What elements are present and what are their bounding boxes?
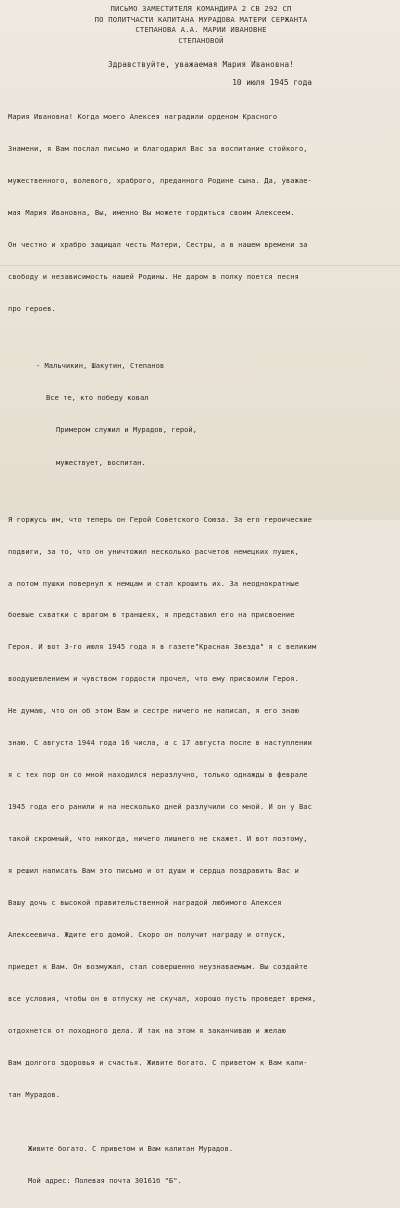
body-line: 1945 года его ранили и на несколько дней разлучили со мной. И он у Вас: [8, 802, 312, 812]
body-line: Вам долгого здоровья и счастья. Живите богато. С приветом к Вам капи-: [8, 1058, 308, 1068]
poem-quote: [8, 339, 394, 490]
sign-line: Живите богато. С приветом и Вам капитан Мурадов.: [28, 1143, 233, 1153]
body-line: такой скромный, что никогда, ничего лишнего не скажет. И вот поэтому,: [8, 834, 308, 844]
greeting: Здравствуйте, уважаемая Мария Ивановна!: [107, 60, 295, 69]
body-line: боевые схватки с врагом в траншеях, я представил его на присвоение: [8, 610, 295, 620]
poem-line: Все те, кто победу ковал: [46, 393, 149, 403]
body-line: мая Мария Ивановна, Вы, именно Вы можете гордиться своим Алексеем.: [8, 208, 295, 218]
body-line: отдохнется от походного дела. И так на этом я заканчиваю и желаю: [8, 1026, 286, 1036]
body-line: мужественного, волевого, храброго, преданного Родине сына. Да, уважае-: [8, 176, 312, 186]
body-line: я решил написать Вам это письмо и от души и сердца поздравить Вас и: [8, 866, 299, 876]
poem-line: Примером служил и Мурадов, герой,: [56, 425, 197, 435]
header-line: СТЕПАНОВОЙ: [178, 35, 224, 45]
body-line: Он честно и храбро защищал честь Матери, Сестры, а в нашем времени за: [8, 240, 308, 250]
letter-header: [8, 4, 394, 46]
body-line: Знамени, я Вам послал письмо и благодарил Вас за воспитание стойкого,: [8, 144, 308, 154]
poem-line: - Мальчикин, Шакутин, Степанов: [36, 360, 165, 370]
header-line: ПИСЬМО ЗАМЕСТИТЕЛЯ КОМАНДИРА 2 СВ 292 СП: [110, 4, 292, 13]
body-line: а потом пушки повернул к немцам и стал крошить их. За неоднократные: [8, 578, 299, 588]
signature-block: [8, 1122, 394, 1208]
body-line: знаю. С августа 1944 года 16 числа, а с 17 августа после в наступлении: [8, 738, 312, 748]
body-line: приедет к Вам. Он возмужал, стал совершенно неузнаваемым. Вы создайте: [8, 962, 308, 972]
letter-body-part2: [8, 493, 394, 1122]
body-line: тан Мурадов.: [8, 1090, 61, 1099]
body-line: Алексеевича. Ждите его домой. Скоро он получит награду и отпуск,: [8, 930, 286, 940]
body-line: все условия, чтобы он в отпуску не скучал, хорошо пусть проведет время,: [8, 994, 317, 1004]
body-line: воодушевлением и чувством гордости прочел, что ему присвоили Героя.: [8, 674, 299, 684]
body-line: Мария Ивановна! Когда моего Алексея наградили орденом Красного: [8, 112, 278, 122]
body-line: про героев.: [8, 304, 56, 314]
letter-date: 10 июля 1945 года: [232, 78, 312, 87]
letter-body-part1: [8, 91, 394, 336]
header-line: ПО ПОЛИТЧАСТИ КАПИТАНА МУРАДОВА МАТЕРИ СЕРЖАНТА: [94, 14, 308, 24]
body-line: свободу и независимость нашей Родины. Не даром в полку поется песня: [8, 272, 299, 282]
body-line: Не думаю, что он об этом Вам и сестре ничего не написал, я его знаю: [8, 706, 299, 716]
body-line: подвиги, за то, что он уничтожил несколько расчетов немецких пушек,: [8, 546, 299, 556]
body-line: Героя. И вот 3-го июля 1945 года я в газете"Красная Звезда" я с великим: [8, 642, 317, 652]
body-line: Вашу дочь с высокой правительственной наградой любимого Алексея: [8, 898, 282, 908]
header-line: СТЕПАНОВА А.А. МАРИИ ИВАНОВНЕ: [135, 25, 267, 34]
address-line: Мой адрес: Полевая почта 30161б "Б".: [28, 1175, 182, 1185]
poem-line: мужествует, воспитан.: [56, 457, 146, 467]
paper-fold: [0, 265, 400, 266]
body-line: я с тех пор он со мной находился неразлучно, только однажды в феврале: [8, 770, 308, 780]
body-line: Я горжусь им, что теперь он Герой Советского Союза. За его героические: [8, 514, 312, 524]
